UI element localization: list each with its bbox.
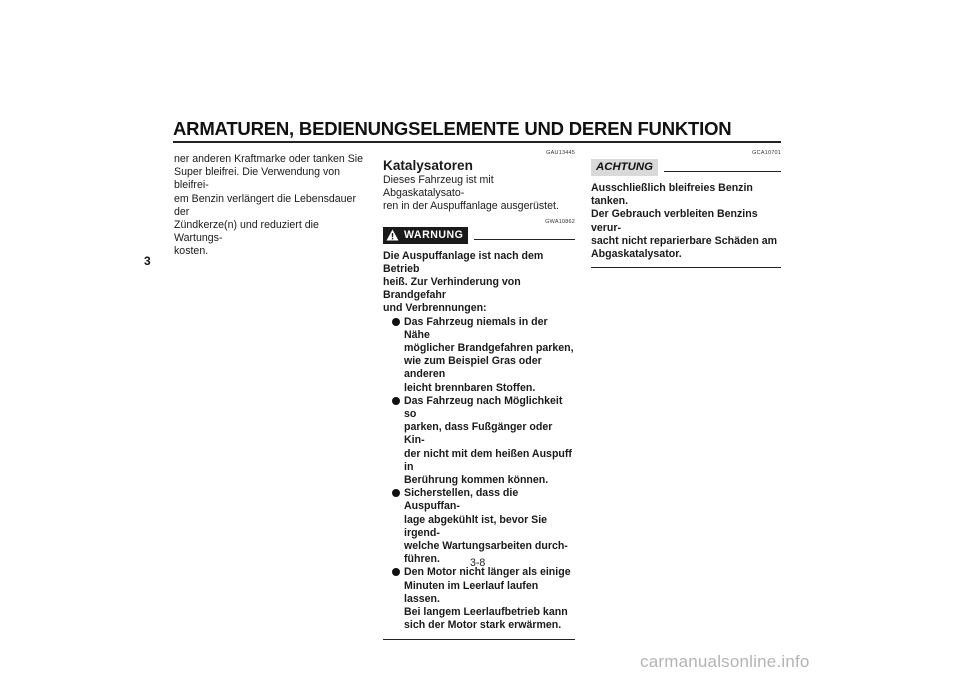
warning-label: WARNUNG [404,228,464,241]
bullet-line: parken, dass Fußgänger oder Kin- [404,421,553,447]
bullet-line: welche Wartungsarbeiten durch- [404,540,568,553]
column-1 [174,153,366,259]
page-header-title: ARMATUREN, BEDIENUNGSELEMENTE UND DEREN FUNKTION [173,118,732,139]
bullet-line: lage abgekühlt ist, bevor Sie irgend- [404,513,548,539]
warning-triangle-icon [386,229,399,241]
caution-label: ACHTUNG [591,159,658,176]
bullet-line: Bei langem Leerlaufbetrieb kann [404,606,568,619]
bullet-line: Berührung kommen können. [404,474,549,487]
bullet-line: Sicherstellen, dass die Auspuffan- [404,487,519,513]
col1-line: ner anderen Kraftmarke oder tanken Sie [174,153,364,165]
caution-text [591,182,781,261]
caution-rule [664,171,781,172]
warning-bullets [383,316,575,633]
caution-header [591,159,781,176]
section-heading: Katalysatoren [383,158,473,173]
col1-line: kosten. [174,245,209,258]
bullet-dot-icon [392,318,400,326]
section-code: GAU13445 [546,150,575,156]
section-code: GCA10701 [752,150,781,156]
bullet-dot-icon [392,568,400,576]
caution-line: Ausschließlich bleifreies Benzin tanken. [591,182,753,208]
intro-line: ren in der Auspuffanlage ausgerüstet. [383,200,559,213]
bullet-line: Das Fahrzeug niemals in der Nähe [404,315,548,341]
caution-line: Abgaskatalysator. [591,248,682,261]
warning-line: Die Auspuffanlage ist nach dem Betrieb [383,249,544,275]
caution-end-rule [591,267,781,268]
bullet-dot-icon [392,397,400,405]
bullet-line: sich der Motor stark erwärmen. [404,619,562,632]
column-3 [591,150,781,268]
col1-line: Zündkerze(n) und reduziert die Wartungs- [174,219,319,245]
bullet-item [383,566,575,632]
bullet-item [383,395,575,487]
bullet-line: wie zum Beispiel Gras oder anderen [404,355,542,381]
bullet-line: möglicher Brandgefahren parken, [404,342,574,355]
warning-end-rule [383,639,575,640]
chapter-tab: 3 [144,254,151,268]
warning-line: heiß. Zur Verhinderung von Brandgefahr [383,276,521,302]
bullet-line: Das Fahrzeug nach Möglichkeit so [404,394,563,421]
col1-line: Super bleifrei. Die Verwendung von bleifrei- [174,166,341,192]
bullet-dot-icon [392,489,400,497]
warning-header [383,227,575,244]
warning-rule [474,239,575,240]
caution-line: sacht nicht reparierbare Schäden am [591,234,778,247]
warning-badge [383,227,468,244]
bullet-item [383,316,575,395]
caution-line: Der Gebrauch verbleiten Benzins verur- [591,208,758,234]
bullet-line: leicht brennbaren Stoffen. [404,381,536,394]
watermark: carmanualsonline.info [640,652,810,671]
intro-line: Dieses Fahrzeug ist mit Abgaskatalysato- [383,174,494,200]
bullet-line: führen. [404,553,440,566]
warning-code: GWA10862 [545,218,575,225]
bullet-item [383,487,575,566]
col1-line: em Benzin verlängert die Lebensdauer der [174,192,356,218]
page-number: 3-8 [470,557,486,569]
bullet-line: Den Motor nicht länger als einige [404,566,571,579]
bullet-line: der nicht mit dem heißen Auspuff in [404,447,572,473]
bullet-line: Minuten im Leerlauf laufen lassen. [404,579,539,605]
warning-line: und Verbrennungen: [383,302,487,315]
warning-text [383,250,575,633]
header-rule [173,141,781,143]
